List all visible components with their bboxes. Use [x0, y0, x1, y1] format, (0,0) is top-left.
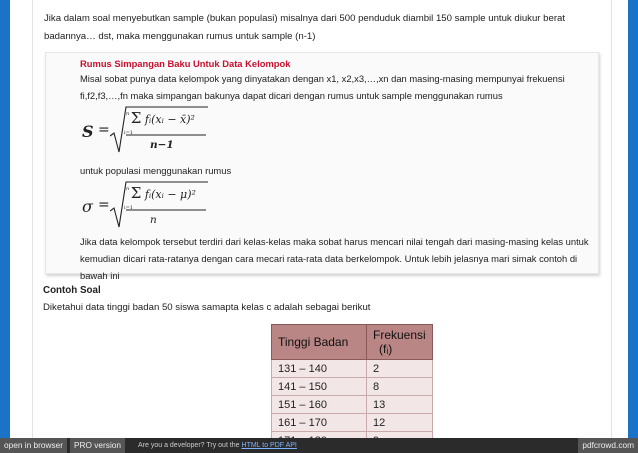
sum-upper-limit: n	[126, 186, 130, 192]
right-page-border	[628, 0, 638, 438]
formula-lhs: S	[82, 122, 94, 141]
table-row	[272, 396, 433, 414]
header-frequency-symbol: (fᵢ)	[379, 342, 393, 356]
table-row	[272, 414, 433, 432]
sum-upper-limit: n	[126, 111, 130, 117]
box-title: Rumus Simpangan Baku Untuk Data Kelompok	[80, 58, 291, 69]
frequency-cell: 12	[367, 414, 433, 432]
formula-equals: =	[98, 122, 110, 138]
header-frequency	[367, 325, 433, 360]
header-frequency-label: Frekuensi	[373, 328, 426, 342]
example-text: Diketahui data tinggi badan 50 siswa samapta kelas c adalah sebagai berikut	[43, 302, 371, 313]
numerator-expression: fᵢ(xᵢ − x̄)²	[144, 113, 195, 126]
formula-numerator	[124, 109, 195, 127]
left-page-border	[0, 0, 10, 438]
open-in-browser-link[interactable]: open in browser	[0, 438, 67, 453]
formula-denominator: n	[150, 214, 157, 226]
pdfcrowd-footer-bar	[0, 438, 638, 453]
sigma-symbol: Σ	[130, 184, 142, 202]
pro-version-link[interactable]: PRO version	[70, 438, 125, 453]
formula-equals: =	[98, 197, 110, 213]
developer-promo	[134, 438, 301, 453]
intro-paragraph: Jika dalam soal menyebutkan sample (bukan populasi) misalnya dari 500 penduduk diambil 150 sample untuk diukur berat badannya… dst, maka menggunakan rumus untuk sample (n-1)	[44, 13, 566, 42]
html-to-pdf-api-link[interactable]: HTML to PDF API	[241, 442, 297, 449]
frequency-cell: 2	[367, 360, 433, 378]
formula-denominator: n−1	[150, 139, 174, 151]
formula-numerator	[124, 184, 196, 202]
formula-box	[45, 52, 599, 281]
population-std-formula	[80, 181, 210, 233]
sigma-symbol: Σ	[130, 109, 142, 127]
height-range-cell: 131 – 140	[272, 360, 367, 378]
box-paragraph-3: Jika data kelompok tersebut terdiri dari kelas-kelas maka sobat harus mencari nilai tengah dari masing-masing kelas untuk kemudian dicari rata-ratanya dengan cara mecari rata-rata data berkelompok. Untuk lebih jelasnya mari simak contoh di bawah ini	[80, 236, 589, 281]
example-heading: Contoh Soal	[43, 285, 101, 296]
frequency-cell: 13	[367, 396, 433, 414]
sum-lower-limit: i=1	[124, 205, 133, 211]
frequency-table	[271, 324, 433, 450]
box-paragraph-2: untuk populasi menggunakan rumus	[80, 165, 232, 176]
header-height: Tinggi Badan	[272, 325, 367, 360]
formula-lhs: σ	[82, 197, 93, 216]
frequency-cell: 8	[367, 378, 433, 396]
height-range-cell: 151 – 160	[272, 396, 367, 414]
pdfcrowd-brand-link[interactable]: pdfcrowd.com	[578, 438, 638, 453]
box-paragraph-1: Misal sobat punya data kelompok yang dinyatakan dengan x1, x2,x3,…,xn dan masing-masing mempunyai frekuensi fi,f2,f3,…,fn maka simpangan bakunya dapat dicari dengan rumus untuk sample menggunakan rumus	[80, 73, 565, 101]
document-page	[32, 0, 612, 438]
table-row	[272, 378, 433, 396]
sum-lower-limit: i=1	[124, 130, 133, 136]
height-range-cell: 141 – 150	[272, 378, 367, 396]
numerator-expression: fᵢ(xᵢ − μ)²	[144, 188, 196, 201]
developer-promo-text: Are you a developer? Try out the	[138, 442, 240, 449]
table-row	[272, 360, 433, 378]
formula-box-content	[80, 57, 592, 284]
sample-std-formula	[80, 106, 210, 162]
height-range-cell: 161 – 170	[272, 414, 367, 432]
table-header-row	[272, 325, 433, 360]
